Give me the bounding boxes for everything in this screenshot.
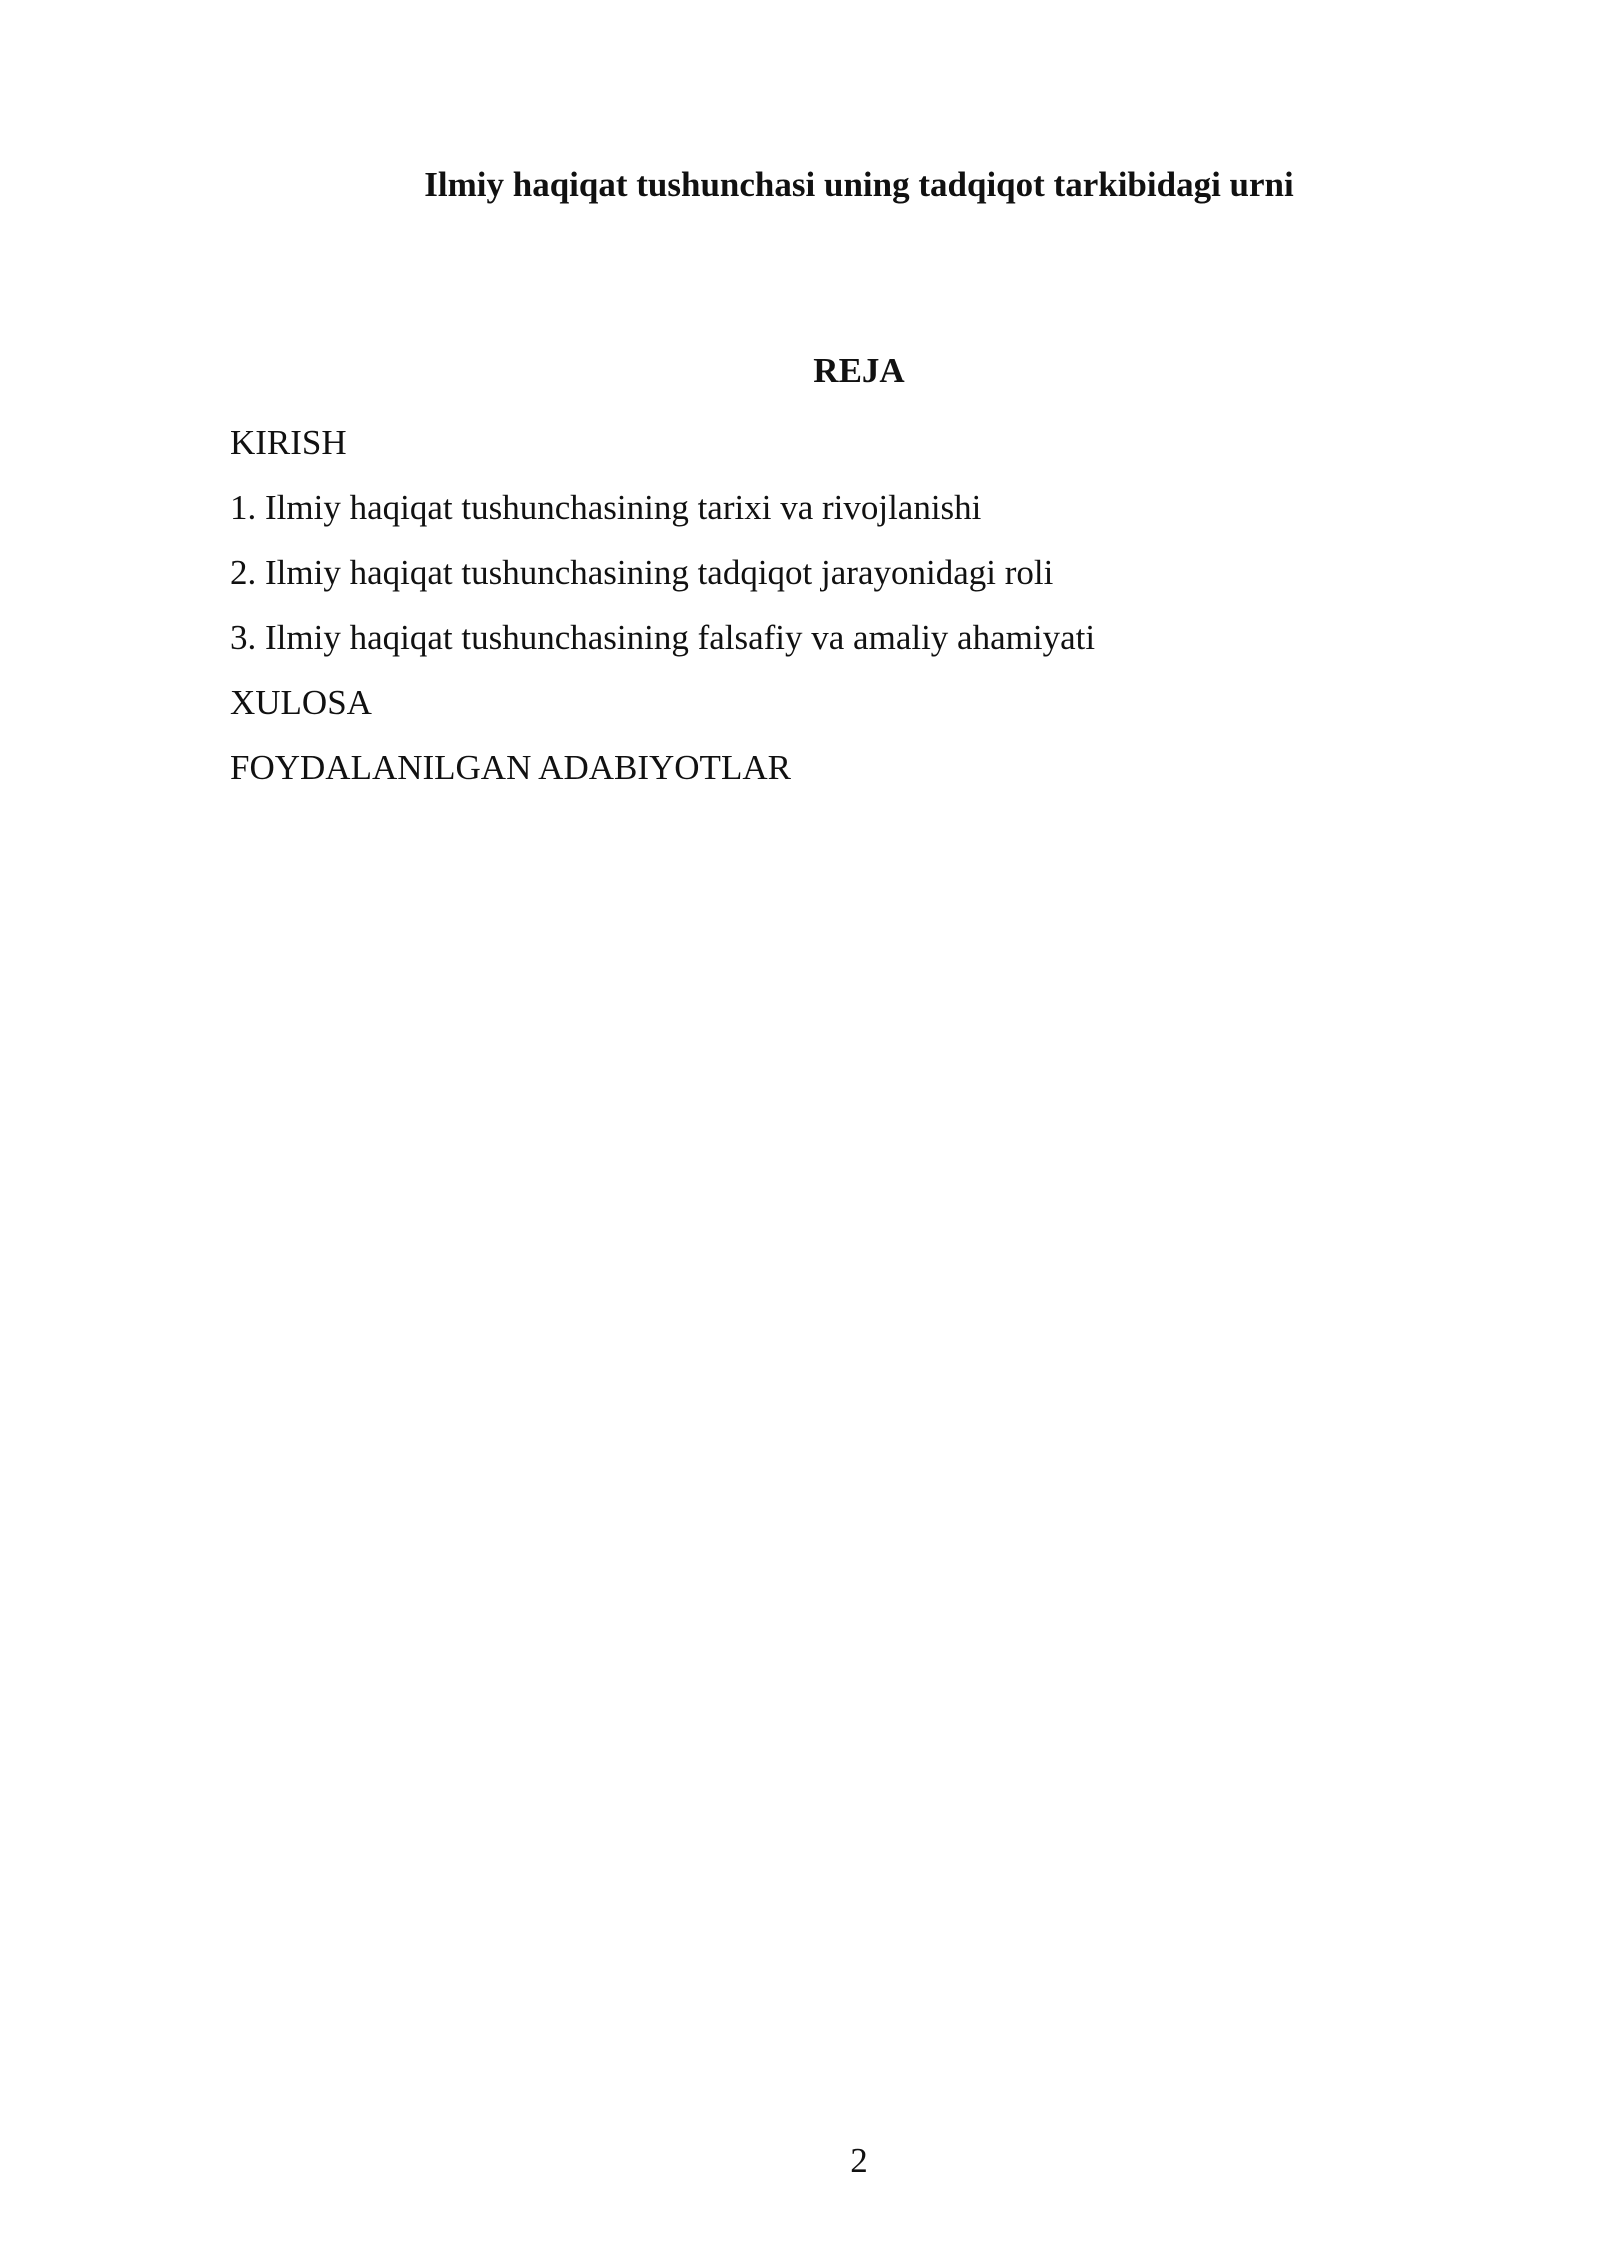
plan-heading: REJA <box>813 351 905 390</box>
plan-list <box>230 420 1095 810</box>
plan-item-3: 3. Ilmiy haqiqat tushunchasining falsafiy va amaliy ahamiyati <box>230 618 1096 657</box>
plan-item-2: 2. Ilmiy haqiqat tushunchasining tadqiqot jarayonidagi roli <box>230 553 1054 592</box>
plan-item-1: 1. Ilmiy haqiqat tushunchasining tarixi va rivojlanishi <box>230 488 982 527</box>
document-title: Ilmiy haqiqat tushunchasi uning tadqiqot tarkibidagi urni <box>424 165 1294 204</box>
plan-item-intro: KIRISH <box>230 423 347 462</box>
plan-item-conclusion: XULOSA <box>230 683 372 722</box>
plan-item-references: FOYDALANILGAN ADABIYOTLAR <box>230 748 791 787</box>
page-number: 2 <box>850 2141 868 2180</box>
